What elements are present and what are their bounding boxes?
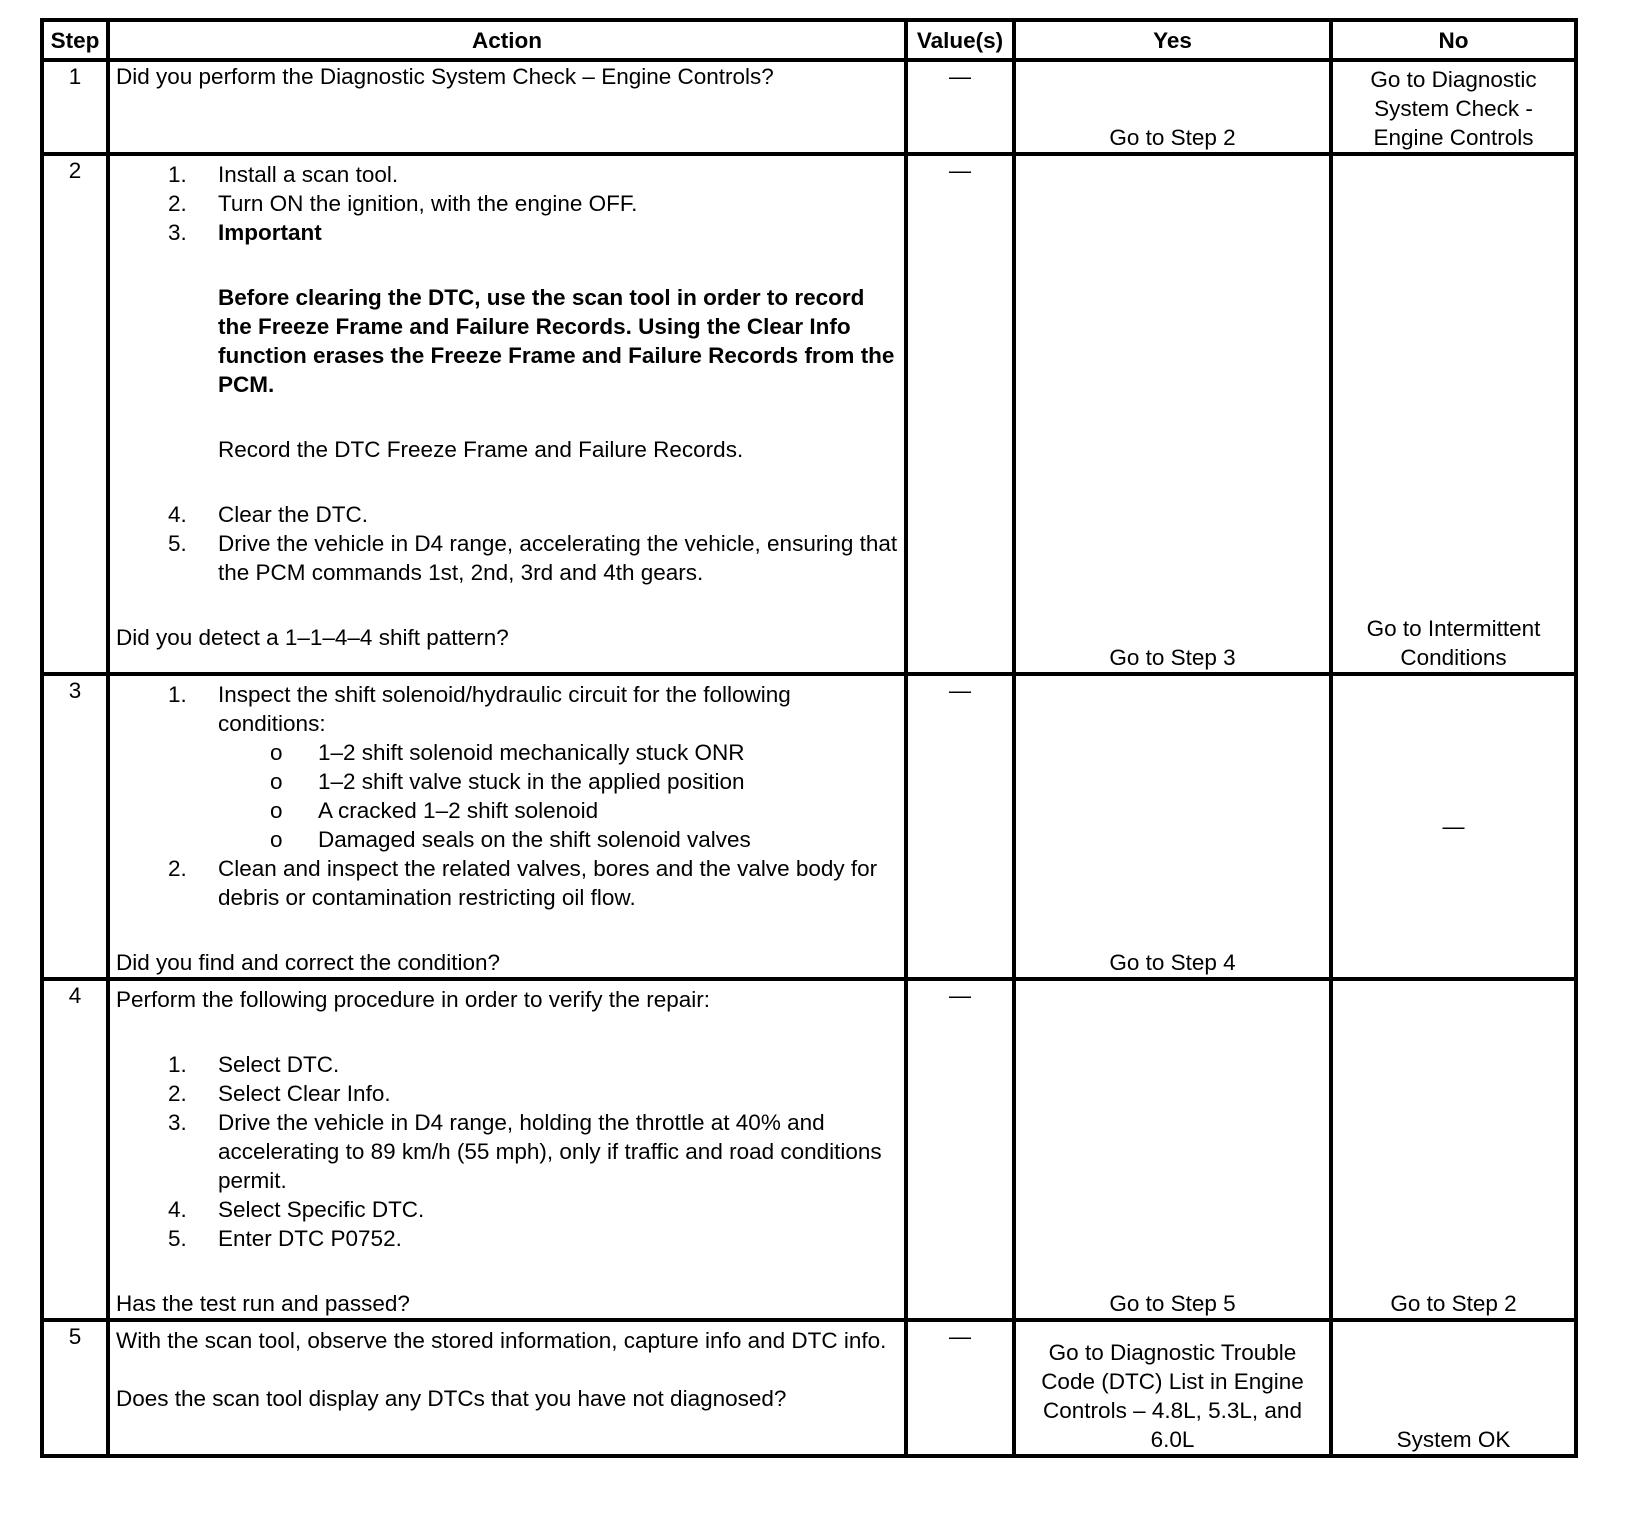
table-row-step-4 [42, 979, 1576, 1320]
action-step: 4. Clear the DTC. [168, 502, 369, 527]
action-intro: With the scan tool, observe the stored information, capture info and DTC info. [116, 1328, 887, 1353]
condition-item: o 1–2 shift solenoid mechanically stuck ONR [270, 740, 745, 765]
no-link[interactable]: Go to Intermittent Conditions [1366, 616, 1541, 670]
yes-cell [1014, 154, 1331, 674]
yes-link[interactable]: Go to Step 3 [1109, 645, 1236, 670]
action-cell [108, 674, 906, 979]
action-steps [116, 680, 898, 912]
action-step: 2. Turn ON the ignition, with the engine OFF. [168, 191, 638, 216]
step-number: 4 [42, 979, 108, 1320]
action-step: 5. Enter DTC P0752. [168, 1226, 402, 1251]
header-row [42, 20, 1576, 60]
condition-item: o Damaged seals on the shift solenoid valves [270, 827, 751, 852]
no-link[interactable]: Go to Diagnostic System Check - Engine Controls [1370, 67, 1537, 150]
table-row-step-2 [42, 154, 1576, 674]
action-cell [108, 154, 906, 674]
header-values: Value(s) [906, 20, 1014, 60]
action-step: 3. Drive the vehicle in D4 range, holding the throttle at 40% and accelerating to 89 km/h (55 mph), only if traffic and road conditions permit. [168, 1110, 882, 1193]
action-step: 3. Important Before clearing the DTC, use the scan tool in order to record the Freeze Frame and Failure Records. Using the Clear Info function erases the Freeze Frame and Failure Records from the PCM. Record the DTC Freeze Frame and Failure Records. [116, 218, 898, 500]
value-cell: — [906, 60, 1014, 154]
yes-link[interactable]: Go to Step 5 [1109, 1291, 1236, 1316]
action-step: 1. Inspect the shift solenoid/hydraulic circuit for the following conditions: o 1–2 shift solenoid mechanically stuck ONR o 1–2 shift valve stuck in the applied position o A cracked 1–2 shift solenoid o Damaged seals on the shift solenoid valves [116, 680, 898, 854]
yes-cell [1014, 1320, 1331, 1456]
no-cell [1331, 60, 1576, 154]
action-step: 4. Select Specific DTC. [168, 1197, 425, 1222]
no-cell [1331, 154, 1576, 674]
step-number: 1 [42, 60, 108, 154]
header-no: No [1331, 20, 1576, 60]
action-question: Has the test run and passed? [116, 1291, 410, 1316]
value-cell: — [906, 674, 1014, 979]
condition-item: o A cracked 1–2 shift solenoid [270, 798, 599, 823]
action-question: Does the scan tool display any DTCs that you have not diagnosed? [116, 1386, 787, 1411]
no-cell [1331, 1320, 1576, 1456]
step-number: 3 [42, 674, 108, 979]
action-cell [108, 1320, 906, 1456]
action-question: Did you perform the Diagnostic System Check – Engine Controls? [116, 64, 774, 89]
no-cell [1331, 979, 1576, 1320]
value-cell: — [906, 979, 1014, 1320]
yes-cell [1014, 674, 1331, 979]
action-question: Did you find and correct the condition? [116, 950, 500, 975]
no-link[interactable]: System OK [1396, 1427, 1511, 1452]
no-link[interactable]: Go to Step 2 [1390, 1291, 1517, 1316]
action-step: 5. Drive the vehicle in D4 range, accelerating the vehicle, ensuring that the PCM commands 1st, 2nd, 3rd and 4th gears. [168, 531, 898, 585]
record-note: Record the DTC Freeze Frame and Failure Records. [218, 437, 744, 462]
action-cell [108, 60, 906, 154]
yes-link[interactable]: Go to Step 4 [1109, 950, 1236, 975]
table-row-step-1 [42, 60, 1576, 154]
step-number: 5 [42, 1320, 108, 1456]
yes-link[interactable]: Go to Step 2 [1109, 125, 1236, 150]
step-number: 2 [42, 154, 108, 674]
diagnostic-table [40, 18, 1578, 1458]
value-cell: — [906, 154, 1014, 674]
yes-link[interactable]: Go to Diagnostic Trouble Code (DTC) List in Engine Controls – 4.8L, 5.3L, and 6.0L [1041, 1340, 1304, 1452]
action-steps [116, 160, 898, 587]
action-step: 1. Select DTC. [168, 1052, 340, 1077]
header-yes: Yes [1014, 20, 1331, 60]
no-cell: — [1331, 674, 1576, 979]
yes-cell [1014, 979, 1331, 1320]
action-question: Did you detect a 1–1–4–4 shift pattern? [116, 625, 509, 650]
important-note: Before clearing the DTC, use the scan tool in order to record the Freeze Frame and Failure Records. Using the Clear Info function erases the Freeze Frame and Failure Records from the PCM. [218, 285, 895, 397]
action-steps [116, 1050, 898, 1253]
table-row-step-5 [42, 1320, 1576, 1456]
header-action: Action [108, 20, 906, 60]
action-step: 2. Select Clear Info. [168, 1081, 391, 1106]
condition-list [218, 738, 898, 854]
value-cell: — [906, 1320, 1014, 1456]
action-cell [108, 979, 906, 1320]
table-row-step-3 [42, 674, 1576, 979]
action-intro: Perform the following procedure in order to verify the repair: [116, 987, 711, 1012]
action-step: 1. Install a scan tool. [168, 162, 399, 187]
condition-item: o 1–2 shift valve stuck in the applied position [270, 769, 745, 794]
yes-cell [1014, 60, 1331, 154]
action-step: 2. Clean and inspect the related valves, bores and the valve body for debris or contamination restricting oil flow. [168, 856, 878, 910]
header-step: Step [42, 20, 108, 60]
